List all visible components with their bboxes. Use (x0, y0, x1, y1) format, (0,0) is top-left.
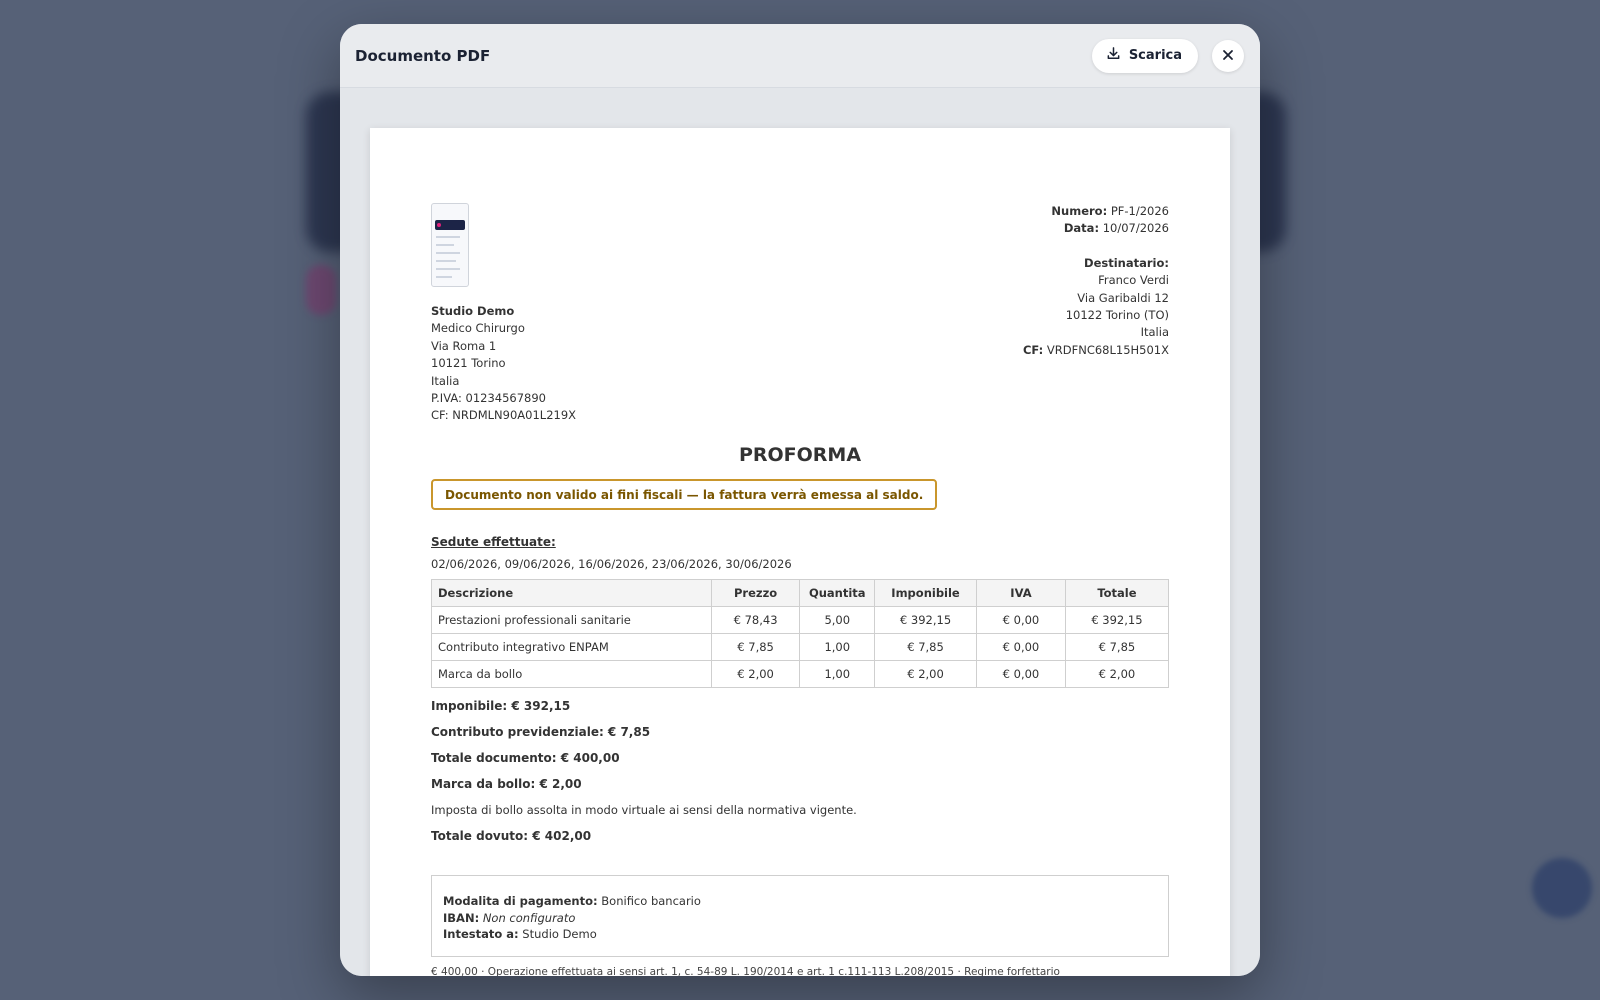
table-cell: Prestazioni professionali sanitarie (432, 607, 712, 634)
table-row (432, 661, 1169, 688)
studio-logo (431, 203, 469, 287)
issuer-cf: CF: NRDMLN90A01L219X (431, 408, 577, 423)
table-cell: € 2,00 (875, 661, 977, 688)
issuer-block (431, 203, 576, 425)
table-cell: 5,00 (800, 607, 875, 634)
total-documento: Totale documento: € 400,00 (431, 751, 620, 765)
recipient-label: Destinatario: (1084, 255, 1169, 270)
table-cell: € 392,15 (1065, 607, 1168, 634)
issuer-address: Via Roma 1 (431, 338, 497, 353)
table-cell: € 7,85 (1065, 634, 1168, 661)
payment-info-box (431, 875, 1169, 957)
document-title: PROFORMA (738, 444, 862, 466)
recipient-city: 10122 Torino (TO) (1065, 308, 1169, 323)
download-icon (1106, 46, 1121, 65)
pdf-page (370, 128, 1230, 976)
payment-iban: IBAN: Non configurato (443, 910, 576, 925)
table-cell: € 0,00 (977, 607, 1066, 634)
payment-holder: Intestato a: Studio Demo (443, 927, 597, 941)
total-imponibile: Imponibile: € 392,15 (431, 699, 571, 713)
sessions-label: Sedute effettuate: (431, 535, 556, 549)
total-dovuto: Totale dovuto: € 402,00 (431, 829, 592, 843)
table-cell: € 0,00 (977, 661, 1066, 688)
column-header: Imponibile (875, 580, 977, 607)
table-cell: 1,00 (800, 661, 875, 688)
document-number: Numero: PF-1/2026 (1051, 204, 1169, 218)
table-header-row (432, 580, 1169, 607)
totals-block (431, 693, 857, 849)
total-marca-bollo: Marca da bollo: € 2,00 (431, 777, 582, 791)
document-meta (1023, 203, 1169, 359)
table-cell: € 7,85 (711, 634, 800, 661)
tax-regime-footer: € 400,00 · Operazione effettuata ai sensi art. 1, c. 54-89 L. 190/2014 e art. 1 c.111-113 L.208/2015 · Regime forfettario (431, 966, 1060, 976)
column-header: IVA (977, 580, 1066, 607)
table-cell: Contributo integrativo ENPAM (432, 634, 712, 661)
table-cell: € 2,00 (1065, 661, 1168, 688)
issuer-vat: P.IVA: 01234567890 (431, 391, 546, 406)
table-cell: € 7,85 (875, 634, 977, 661)
modal-title: Documento PDF (355, 46, 491, 65)
table-cell: € 0,00 (977, 634, 1066, 661)
table-cell: € 78,43 (711, 607, 800, 634)
recipient-address: Via Garibaldi 12 (1077, 290, 1169, 305)
recipient-name: Franco Verdi (1098, 273, 1169, 288)
table-cell: € 2,00 (711, 661, 800, 688)
recipient-cf: CF: VRDFNC68L15H501X (1022, 342, 1169, 357)
total-contributo: Contributo previdenziale: € 7,85 (431, 725, 651, 739)
table-cell: Marca da bollo (432, 661, 712, 688)
column-header: Descrizione (432, 580, 712, 607)
issuer-name: Studio Demo (431, 304, 515, 318)
pdf-modal (340, 24, 1260, 976)
table-cell: 1,00 (800, 634, 875, 661)
table-row (432, 607, 1169, 634)
document-date: Data: 10/07/2026 (1063, 221, 1169, 236)
fiscal-warning-banner: Documento non valido ai fini fiscali — la fattura verrà emessa al saldo. (431, 479, 937, 510)
close-icon (1222, 46, 1234, 65)
column-header: Prezzo (711, 580, 800, 607)
recipient-country: Italia (1140, 325, 1169, 340)
close-button[interactable] (1212, 40, 1244, 72)
issuer-country: Italia (431, 373, 460, 388)
sessions-dates: 02/06/2026, 09/06/2026, 16/06/2026, 23/06/2026, 30/06/2026 (431, 557, 792, 571)
modal-header (340, 24, 1260, 88)
issuer-city: 10121 Torino (431, 356, 506, 371)
header-actions (1092, 39, 1244, 73)
issuer-profession: Medico Chirurgo (431, 321, 525, 336)
column-header: Quantita (800, 580, 875, 607)
pdf-viewer[interactable] (340, 88, 1260, 976)
table-cell: € 392,15 (875, 607, 977, 634)
payment-method: Modalita di pagamento: Bonifico bancario (443, 894, 701, 908)
column-header: Totale (1065, 580, 1168, 607)
download-button-label: Scarica (1128, 48, 1182, 63)
items-table (431, 579, 1169, 688)
bollo-note: Imposta di bollo assolta in modo virtuale ai sensi della normativa vigente. (431, 803, 857, 817)
table-row (432, 634, 1169, 661)
download-button[interactable] (1092, 39, 1198, 73)
